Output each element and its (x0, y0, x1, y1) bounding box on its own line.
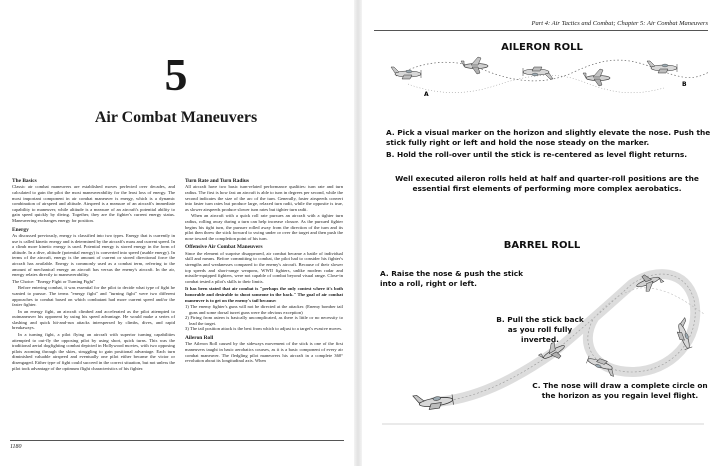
chapter-number: 5 (164, 49, 188, 100)
body-paragraph: Classic air combat maneuvers are established moves perfected over decades, and calculated to gain the pilot the most maneuverability for the least loss of energy. The most important component in air combat maneuver is energy, which is a dynamic combination of airspeed and altitude. Airspeed is a measure of an aircraft's immediate capability to maneuver, while altitude is a measure of an aircraft's potential ability to gain speed quickly by diving. Together, they are the fighter's current energy status. Maneuvering exchanges energy for position. (12, 184, 175, 223)
section-heading: Energy (12, 226, 29, 233)
body-paragraph: Since the element of surprise disappeared, air combat became a battle of individual skill and means. Before committing to combat, the pilot had to consider his fighter's strengths and weaknesses compared to the enemy's aircraft. Because of their slower top speeds and short-range weapons, WWII fighters, unlike modern radar and missile-equipped fighters, were not capable of combat beyond visual range. Close-in combat tested a pilot's skills to their limits. (185, 250, 343, 284)
list-item: 2) Firing from astern is basically uncomplicated, as there is little or no necessity to lead the target. (185, 315, 343, 326)
pull-quote: It has been stated that air combat is "perhaps the only contest where it's both honorable and desirable to shoot someone in the back." The goal of air combat maneuver is to get on the enemy's tail because: (185, 286, 343, 303)
right-page (364, 0, 720, 466)
page-number: 1180 (10, 444, 22, 450)
body-paragraph: The Choice: "Energy Fight or Turning Fight" (12, 278, 96, 284)
aileron-marker-b: B (682, 81, 687, 88)
footer-rule (10, 440, 344, 441)
barrel-step-c: C. The nose will draw a complete circle on the horizon as you regain level flight. (532, 381, 708, 400)
section-heading: Offensive Air Combat Maneuvers (185, 244, 263, 251)
running-head: Part 4: Air Tactics and Combat; Chapter 5: Air Combat Maneuvers (531, 20, 708, 27)
body-paragraph: In a turning fight, a pilot flying an aircraft with superior turning capabilities attempted to out-fly the opposing pilot by using short, quick turns. This was the traditional aerial dogfighting combat depicted in Hollywood movies, with two opposing pilots zooming through the skies, struggling to gain positional advantage. Each turn diminished valuable airspeed and eventually one pilot either became the victor or disengaged. Either type of fight could succeed in the correct situation, but not unless the pilot took advantage of the optimum flight characteristics of his fighter. (12, 332, 175, 371)
reason-list (185, 304, 343, 332)
aileron-step-b: B. Hold the roll-over until the stick is re-centered as level flight returns. (386, 150, 688, 159)
body-paragraph: As discussed previously, energy is classified into two types. Energy that is currently in use is called kinetic energy and is determined by the aircraft's mass and current speed. In a climb more kinetic energy is used. Potential energy is stored energy in the form of altitude. In a dive, altitude (potential energy) is converted into speed (usable energy). In terms of the aircraft, energy is the amount of current or stored directional force the aircraft has available. Energy is commonly used as a combat term, referring to the amount of mechanical energy an aircraft has versus the enemy's aircraft. In the air, energy relates directly to maneuverability. (12, 232, 175, 278)
body-paragraph: In an energy fight, an aircraft climbed and accelerated as the pilot attempted to outmaneuver his opponent by using his speed advantage. He would make a series of slashing and quick hit-and-run attacks interspersed by climbs, dives, and rapid breakaways. (12, 308, 175, 331)
list-item: 1) The enemy fighter's guns will not be directed at the attacker. (Enemy bomber tail guns and some dorsal turret guns were the obvious exception) (185, 304, 343, 315)
list-item: 3) The tail position attack is the best from which to adjust to a target's evasive moves. (185, 326, 343, 332)
barrel-roll-title: BARREL ROLL (503, 240, 581, 251)
aileron-step-a: A. Pick a visual marker on the horizon and slightly elevate the nose. Push the stick fully right or left and hold the nose steady on the marker. (386, 128, 711, 147)
barrel-step-a: A. Raise the nose & push the stick into a roll, right or left. (380, 269, 524, 288)
book-gutter (354, 0, 362, 466)
section-heading: The Basics (12, 178, 37, 184)
text-column-left (12, 178, 175, 372)
section-heading: Turn Rate and Turn Radius (185, 178, 249, 184)
left-page (0, 0, 352, 466)
body-paragraph: When an aircraft with a quick roll rate pursues an aircraft with a tighter turn radius, rolling away during a turn can help increase closure. As the pursued fighter begins his tight turn, the pursuer rolled away from the direction of the turn and its pilot then threw the stick forward to swing under or over the target and then push the nose toward the completion point of his turn. (185, 213, 343, 241)
barrel-step-b: B. Pull the stick back as you roll fully inverted. (496, 315, 584, 344)
body-paragraph: All aircraft have two basic turn-related performance qualities: turn rate and turn radius. The first is how fast an aircraft is able to turn in degrees per second, while the second indicates the size of the arc of the turn. Generally, faster airspeeds convert into faster turn rates but produce large, relaxed turn radii, while the opposite is true, as slower airspeeds produce slower turn rates but tighter turn radii. (185, 184, 343, 212)
body-paragraph: The Aileron Roll caused by the sideways movement of the stick is one of the first maneuvers taught in basic aerobatics courses, as it is a basic component of every air combat maneuver. The fledgling pilot maneuvers his aircraft in a complete 360° revolution about its longitudinal axis. When (185, 341, 343, 364)
text-column-right (185, 178, 343, 365)
section-heading: Aileron Roll (185, 335, 214, 342)
body-paragraph: Before entering combat, it was essential for the pilot to decide what type of fight he wanted to pursue. The terms "energy fight" and "turning fight" were two different approaches to combat based on which combatant had more current speed and/or the faster fighter. (12, 285, 175, 308)
chapter-title: Air Combat Maneuvers (94, 109, 258, 126)
aileron-note: Well executed aileron rolls held at half and quarter-roll positions are the essential first elements of performing more complex aerobatics. (395, 174, 699, 193)
aileron-roll-title: AILERON ROLL (501, 42, 583, 53)
aileron-marker-a: A (424, 91, 429, 98)
